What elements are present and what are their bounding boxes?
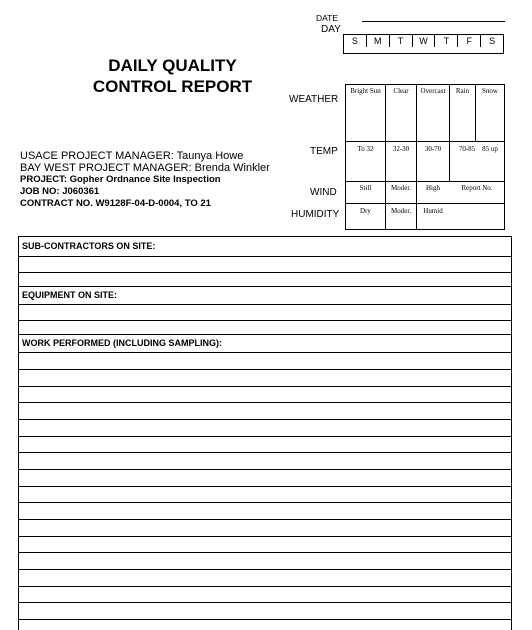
contract-number: CONTRACT NO. W9128F-04-D-0004, TO 21	[20, 198, 211, 209]
day-w[interactable]: W	[413, 35, 436, 47]
project-name: PROJECT: Gopher Ordnance Site Inspection	[20, 174, 221, 185]
wind-label: WIND	[310, 187, 337, 198]
temp-label: TEMP	[310, 146, 338, 157]
work-line[interactable]	[18, 602, 512, 603]
report-title	[70, 55, 275, 97]
temp-85-up[interactable]: 85 up	[482, 145, 498, 153]
wind-high[interactable]: High	[426, 184, 440, 192]
work-line[interactable]	[18, 519, 512, 520]
day-t2[interactable]: T	[435, 35, 458, 47]
weather-overcast[interactable]: Overcast	[420, 87, 446, 95]
weather-rain[interactable]: Rain	[455, 87, 470, 95]
temp-32-30[interactable]: 32-30	[392, 145, 410, 153]
equipment-heading: EQUIPMENT ON SITE:	[22, 290, 118, 300]
equipment-line[interactable]	[18, 320, 512, 321]
subcontractors-heading: SUB-CONTRACTORS ON SITE:	[22, 241, 156, 251]
weather-label: WEATHER	[289, 94, 339, 105]
project-info	[20, 150, 270, 210]
day-s2[interactable]: S	[489, 36, 496, 46]
usace-pm: USACE PROJECT MANAGER: Taunya Howe	[20, 150, 244, 162]
work-line[interactable]	[18, 369, 512, 370]
work-line[interactable]	[18, 402, 512, 403]
day-m[interactable]: M	[367, 35, 390, 47]
weather-clear[interactable]: Clear	[393, 87, 409, 95]
title-line-2: CONTROL REPORT	[92, 77, 253, 96]
work-performed-heading: WORK PERFORMED (INCLUDING SAMPLING):	[22, 338, 222, 348]
temp-70-85[interactable]: 70-85	[458, 145, 476, 153]
weather-snow[interactable]: Snow	[482, 87, 498, 95]
title-line-1: DAILY QUALITY	[108, 56, 237, 75]
humidity-label: HUMIDITY	[291, 209, 340, 220]
work-line[interactable]	[18, 352, 512, 353]
date-line	[362, 21, 505, 22]
temp-to-32[interactable]: To 32	[357, 145, 374, 153]
work-line[interactable]	[18, 536, 512, 537]
report-no-label: Report No.	[461, 184, 493, 192]
date-label: DATE	[316, 13, 339, 23]
work-line[interactable]	[18, 452, 512, 453]
work-line[interactable]	[18, 569, 512, 570]
weather-bright-sun[interactable]: Bright Sun	[350, 87, 381, 95]
day-s1[interactable]: S	[344, 35, 367, 47]
work-line[interactable]	[18, 586, 512, 587]
humidity-moderate[interactable]: Moder.	[390, 207, 412, 215]
humidity-humid[interactable]: Humid	[423, 207, 443, 215]
day-label: DAY	[321, 24, 341, 35]
work-line[interactable]	[18, 469, 512, 470]
day-f[interactable]: F	[458, 35, 481, 47]
work-line[interactable]	[18, 436, 512, 437]
day-grid	[343, 34, 504, 54]
wind-still[interactable]: Still	[359, 184, 372, 192]
work-line[interactable]	[18, 386, 512, 387]
temp-30-70[interactable]: 30-70	[424, 145, 442, 153]
work-line[interactable]	[18, 419, 512, 420]
wind-moderate[interactable]: Moder.	[390, 184, 412, 192]
work-line[interactable]	[18, 552, 512, 553]
bay-west-pm: BAY WEST PROJECT MANAGER: Brenda Winkler	[20, 162, 270, 174]
work-line[interactable]	[18, 619, 512, 620]
humidity-dry[interactable]: Dry	[360, 207, 371, 215]
work-line[interactable]	[18, 486, 512, 487]
work-line[interactable]	[18, 502, 512, 503]
day-t1[interactable]: T	[390, 35, 413, 47]
job-number: JOB NO: J060361	[20, 186, 100, 197]
subcontractors-line[interactable]	[18, 272, 512, 273]
